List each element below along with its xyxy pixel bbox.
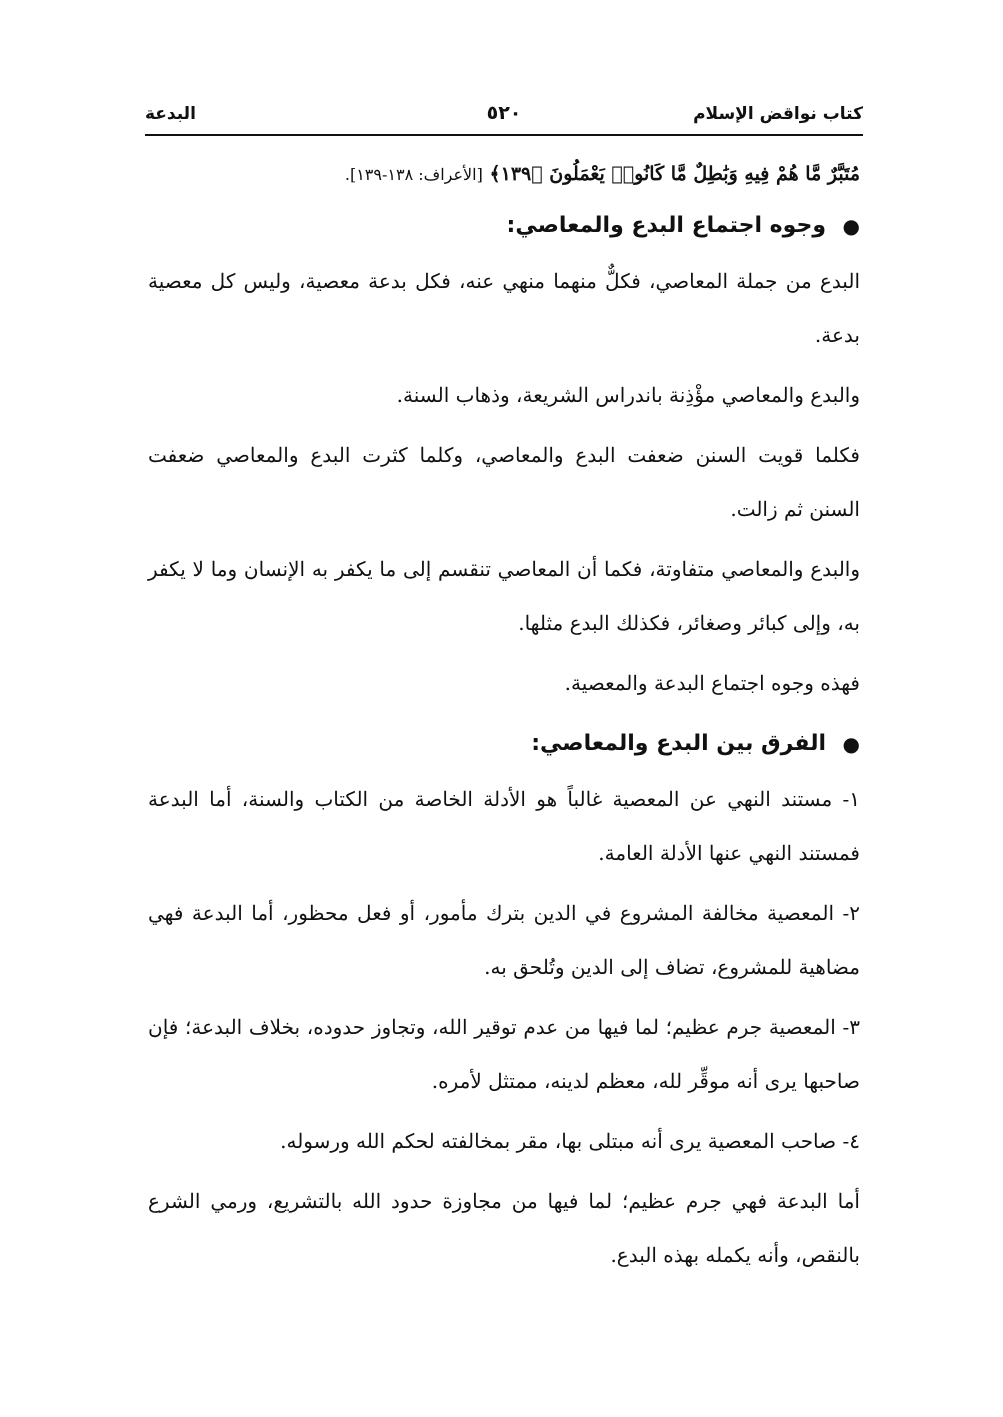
paragraph: فكلما قويت السنن ضعفت البدع والمعاصي، وكلما كثرت البدع والمعاصي ضعفت السنن ثم زالت. xyxy=(148,443,860,521)
numbered-item: ١- مستند النهي عن المعصية غالباً هو الأدلة الخاصة من الكتاب والسنة، أما البدعة فمستند النهي عنها الأدلة العامة. xyxy=(148,787,860,865)
bullet-icon: ● xyxy=(842,732,860,756)
section-heading-differences xyxy=(148,716,860,772)
paragraph: البدع من جملة المعاصي، فكلٌّ منهما منهي عنه، فكل بدعة معصية، وليس كل معصية بدعة. xyxy=(148,269,860,347)
page-header xyxy=(145,100,863,132)
numbered-item: ٢- المعصية مخالفة المشروع في الدين بترك مأمور، أو فعل محظور، أما البدعة فهي مضاهية للمشروع، تضاف إلى الدين وتُلحق به. xyxy=(148,901,860,979)
paragraph: فهذه وجوه اجتماع البدعة والمعصية. xyxy=(564,671,860,695)
numbered-item: ٤- صاحب المعصية يرى أنه مبتلى بها، مقر بمخالفته لحكم الله ورسوله. xyxy=(280,1129,860,1153)
heading-text: وجوه اجتماع البدع والمعاصي: xyxy=(506,213,826,238)
verse-reference: [الأعراف: ١٣٨-١٣٩]. xyxy=(344,165,483,184)
page-content xyxy=(148,155,860,1288)
header-rule xyxy=(145,134,863,136)
heading-text: الفرق بين البدع والمعاصي: xyxy=(531,731,826,756)
book-title: كتاب نواقض الإسلام xyxy=(693,104,863,124)
verse-text: مُتَبَّرٌ مَّا هُمْ فِيهِ وَبَٰطِلٌ مَّا كَانُوا۟ يَعْمَلُونَ ﴿١٣٩﴾ xyxy=(489,163,860,185)
paragraph: والبدع والمعاصي مؤْذِنة باندراس الشريعة، وذهاب السنة. xyxy=(396,383,860,407)
quran-verse xyxy=(148,155,860,194)
closing-paragraph: أما البدعة فهي جرم عظيم؛ لما فيها من مجاوزة حدود الله بالتشريع، ورمي الشرع بالنقص، وأنه يكمله بهذه البدع. xyxy=(148,1189,860,1267)
bullet-icon: ● xyxy=(842,214,860,238)
numbered-item: ٣- المعصية جرم عظيم؛ لما فيها من عدم توقير الله، وتجاوز حدوده، بخلاف البدعة؛ فإن صاحبها يرى أنه موقِّر لله، معظم لدينه، ممتثل لأمره. xyxy=(148,1015,860,1093)
paragraph: والبدع والمعاصي متفاوتة، فكما أن المعاصي تنقسم إلى ما يكفر به الإنسان وما لا يكفر به، وإلى كبائر وصغائر، فكذلك البدع مثلها. xyxy=(148,557,860,635)
page-number: ٥٢٠ xyxy=(486,102,522,124)
section-heading-similarities xyxy=(148,198,860,254)
section-title: البدعة xyxy=(145,104,196,124)
